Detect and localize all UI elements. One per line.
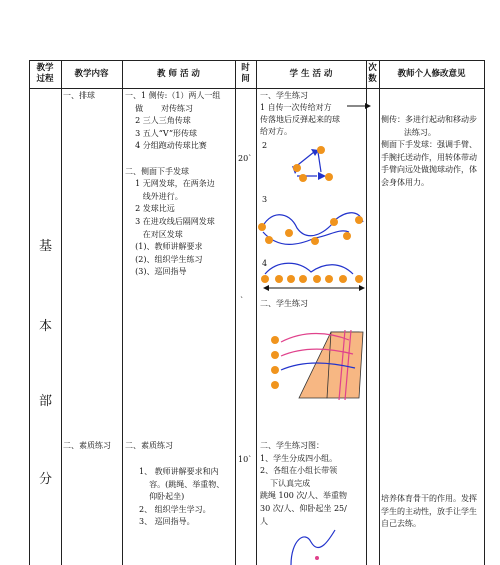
header-student: 学 生 活 动	[289, 68, 333, 79]
time-10: 10`	[238, 455, 253, 464]
header-teacher: 教 师 活 动	[157, 68, 200, 79]
header-notes: 教师个人修改意见	[397, 68, 466, 79]
teacher-fitness-title: 二、素质练习	[125, 441, 173, 450]
time-mark: `	[240, 296, 244, 305]
header-content: 教学内容	[74, 68, 109, 79]
lesson-plan-table	[29, 60, 484, 565]
column-divider	[366, 60, 367, 565]
diagram-label-2: 2	[262, 141, 268, 150]
fitness-route-diagram	[29, 60, 30, 61]
diagram-label-3: 3	[262, 195, 268, 204]
student-practice-2: 二、学生练习	[260, 299, 308, 308]
header-count: 次 数	[368, 63, 377, 84]
student-line: 传落地后反弹起来的球	[260, 115, 340, 124]
teacher-notes-1: 侧传：多进行起动和移动步 法练习。 侧面下手发球：强调手臂、 手腕托送动作，用转体带动 手臂向远处做抛球动作，体 会身体用力。	[381, 115, 477, 187]
diagram-label-4: 4	[262, 259, 268, 268]
student-line: 1 自传一次传给对方	[260, 103, 332, 112]
side-char: 基	[39, 239, 53, 254]
header-time: 时 间	[241, 63, 250, 84]
content-fitness: 二、素质练习	[63, 441, 111, 450]
column-divider	[484, 60, 485, 565]
teacher-activities-1: 一、1 侧传:（1）两人一组 做 对传练习 2 三人三角传球 3 五人“V”形传球 4 分组跑动传球比赛 二、侧面下手发球 1 无网发球，在两条边 线外进行。 2 发球比远 3 在进攻线后隔网发球 在对区发球 (1)、教师讲解要求 (2)、组织学生练习 (3)、巡回指导	[125, 91, 221, 277]
column-divider	[235, 60, 236, 565]
column-divider	[29, 60, 30, 565]
time-20: 20`	[238, 154, 253, 163]
side-char: 部	[39, 394, 53, 409]
header-process: 教学 过程	[36, 63, 54, 84]
side-char: 本	[39, 319, 53, 334]
column-divider	[379, 60, 380, 565]
teacher-fitness-steps: 1、 教师讲解要求和内 容。(跳绳、举重物、 仰卧起坐) 2、 组织学生学习。 3、 巡回指导。	[139, 467, 225, 527]
side-char: 分	[39, 472, 53, 487]
column-divider	[61, 60, 62, 565]
teacher-notes-2: 培养体育骨干的作用。发挥 学生的主动性，放手让学生 自己去练。	[381, 494, 477, 529]
student-line: 给对方。	[260, 127, 292, 136]
content-volleyball: 一、排球	[63, 91, 95, 100]
column-divider	[122, 60, 123, 565]
column-divider	[256, 60, 257, 565]
student-practice-title: 一、学生练习	[260, 91, 308, 100]
student-fitness: 二、学生练习图： 1、学生分成四小组。 2、各组在小组长带领 下认真完成 跳绳 100 次/人、举重物 30 次/人、仰卧起坐 25/ 人	[260, 441, 348, 526]
